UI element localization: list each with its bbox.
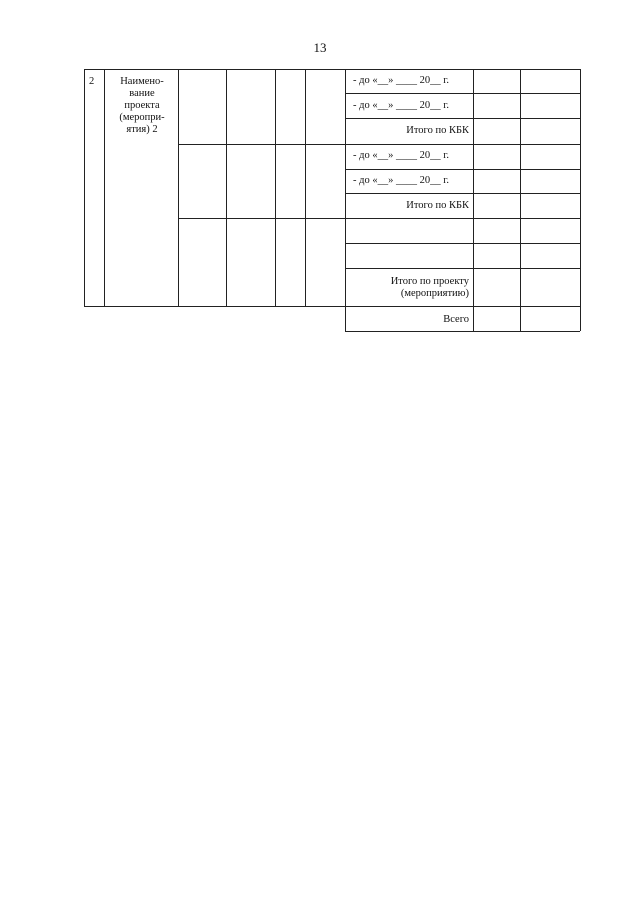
project-name-cell xyxy=(106,76,178,136)
row-divider xyxy=(345,268,580,269)
column-border xyxy=(84,69,85,306)
project-total-line: Итого по проекту xyxy=(390,276,469,287)
column-border xyxy=(345,69,346,331)
project-total-label xyxy=(347,276,469,300)
kbk-total-label: Итого по КБК xyxy=(406,200,469,211)
column-border xyxy=(305,69,306,306)
row-divider xyxy=(345,243,580,244)
row-divider xyxy=(345,93,580,94)
row-divider xyxy=(345,118,580,119)
column-border xyxy=(178,69,179,306)
table-top-border xyxy=(84,69,580,70)
project-total-line: (мероприятию) xyxy=(400,288,469,299)
column-border xyxy=(580,69,581,331)
table-main-bottom-border xyxy=(84,306,580,307)
date-row-label: - до «__» ____ 20__ г. xyxy=(353,150,449,161)
row-divider xyxy=(345,193,580,194)
table-bottom-border xyxy=(345,331,580,332)
project-name-line: вание xyxy=(129,88,155,99)
column-border xyxy=(104,69,105,306)
page-number: 13 xyxy=(313,40,327,55)
date-row-label: - до «__» ____ 20__ г. xyxy=(353,175,449,186)
grand-total-label: Всего xyxy=(443,314,469,325)
column-border xyxy=(473,69,474,331)
column-border xyxy=(275,69,276,306)
project-name-line: (меропри- xyxy=(119,112,165,123)
date-row-label: - до «__» ____ 20__ г. xyxy=(353,100,449,111)
date-row-label: - до «__» ____ 20__ г. xyxy=(353,75,449,86)
row-number-cell: 2 xyxy=(89,76,95,87)
row-divider xyxy=(345,169,580,170)
project-name-line: Наимено- xyxy=(120,76,164,87)
column-border xyxy=(226,69,227,306)
project-name-line: ятия) 2 xyxy=(126,124,158,135)
kbk-total-label: Итого по КБК xyxy=(406,125,469,136)
project-name-line: проекта xyxy=(124,100,160,111)
column-border xyxy=(520,69,521,331)
